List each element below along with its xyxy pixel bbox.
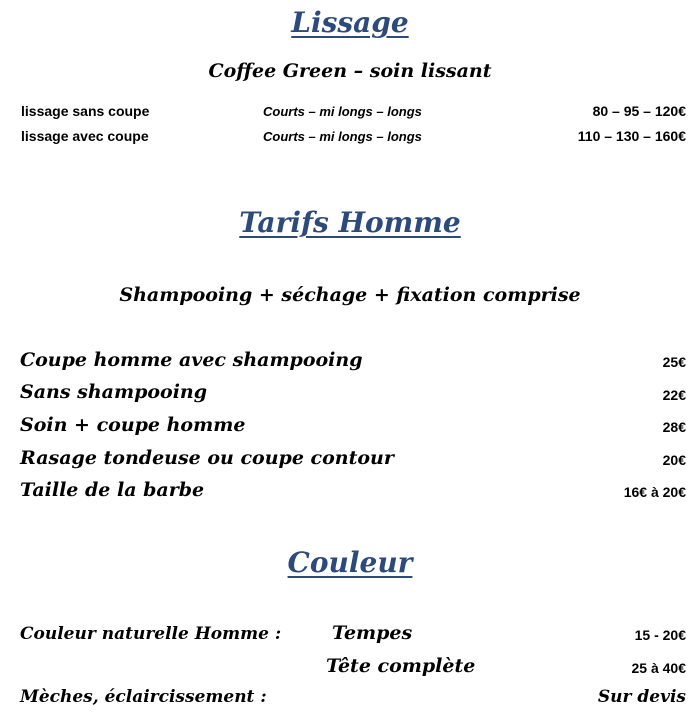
section-heading-lissage: Lissage — [291, 6, 409, 39]
homme-row-5-price: 16€ à 20€ — [623, 484, 686, 500]
homme-row-3-price: 28€ — [662, 419, 686, 435]
lissage-row-1-name: lissage sans coupe — [21, 103, 150, 119]
homme-subheading: Shampooing + séchage + fixation comprise — [119, 284, 581, 306]
lissage-row-2-price: 110 – 130 – 160€ — [577, 128, 686, 144]
couleur-tempes-price: 15 - 20€ — [634, 627, 686, 643]
homme-row-4-price: 20€ — [662, 452, 686, 468]
homme-row-1-price: 25€ — [662, 354, 686, 370]
couleur-tete-price: 25 à 40€ — [631, 660, 686, 676]
homme-row-1-name: Coupe homme avec shampooing — [20, 349, 363, 371]
homme-row-4-name: Rasage tondeuse ou coupe contour — [20, 447, 394, 469]
lissage-subheading: Coffee Green – soin lissant — [208, 60, 492, 82]
lissage-row-2-lengths: Courts – mi longs – longs — [263, 129, 422, 144]
section-heading-couleur: Couleur — [287, 546, 413, 579]
lissage-row-1-lengths: Courts – mi longs – longs — [263, 104, 422, 119]
lissage-row-2-name: lissage avec coupe — [21, 128, 149, 144]
couleur-naturelle-label: Couleur naturelle Homme : — [20, 624, 282, 644]
couleur-meches-label: Mèches, éclaircissement : — [20, 687, 267, 707]
couleur-meches-price: Sur devis — [597, 687, 686, 707]
couleur-tempes-label: Tempes — [332, 622, 413, 644]
homme-row-5-name: Taille de la barbe — [20, 479, 205, 501]
homme-row-2-name: Sans shampooing — [20, 381, 208, 403]
homme-row-3-name: Soin + coupe homme — [20, 414, 246, 436]
couleur-tete-label: Tête complète — [326, 655, 476, 677]
lissage-row-1-price: 80 – 95 – 120€ — [592, 103, 686, 119]
homme-row-2-price: 22€ — [662, 387, 686, 403]
section-heading-tarifs-homme: Tarifs Homme — [239, 206, 461, 239]
